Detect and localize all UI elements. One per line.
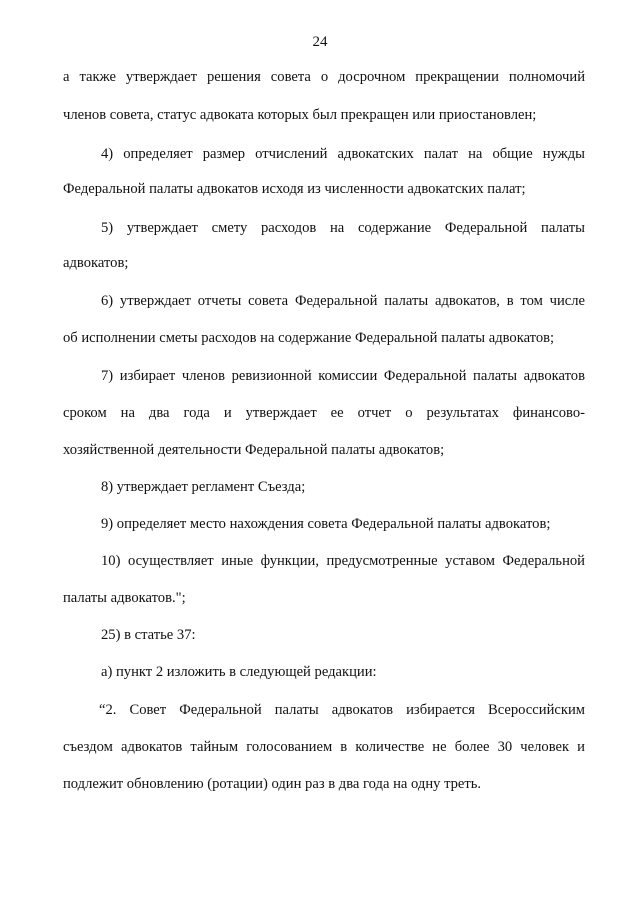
text-line: хозяйственной деятельности Федеральной палаты адвокатов; [63,442,445,458]
text-line: а) пункт 2 изложить в следующей редакции: [101,664,377,680]
text-line: 10) осуществляет иные функции, предусмотренные уставом Федеральной [101,553,585,569]
text-line: 6) утверждает отчеты совета Федеральной палаты адвокатов, в том числе [101,293,585,309]
text-line: подлежит обновлению (ротации) один раз в два года на одну треть. [63,776,482,792]
text-line: членов совета, статус адвоката которых был прекращен или приостановлен; [63,107,537,123]
text-line: а также утверждает решения совета о досрочном прекращении полномочий [63,69,585,85]
text-line: съездом адвокатов тайным голосованием в количестве не более 30 человек и [63,739,585,755]
text-line: сроком на два года и утверждает ее отчет о результатах финансово- [63,405,585,421]
text-line: 8) утверждает регламент Съезда; [101,479,306,495]
text-line: “2. Совет Федеральной палаты адвокатов избирается Всероссийским [99,702,585,718]
text-line: адвокатов; [63,255,129,271]
text-line: 7) избирает членов ревизионной комиссии Федеральной палаты адвокатов [101,368,585,384]
text-line: 25) в статье 37: [101,627,196,643]
text-line: 9) определяет место нахождения совета Федеральной палаты адвокатов; [101,516,551,532]
page-number: 24 [312,34,328,50]
text-line: 4) определяет размер отчислений адвокатских палат на общие нужды [101,146,585,162]
text-line: палаты адвокатов."; [63,590,186,606]
text-line: 5) утверждает смету расходов на содержание Федеральной палаты [101,220,585,236]
text-line: об исполнении сметы расходов на содержание Федеральной палаты адвокатов; [63,330,555,346]
text-line: Федеральной палаты адвокатов исходя из численности адвокатских палат; [63,181,526,197]
